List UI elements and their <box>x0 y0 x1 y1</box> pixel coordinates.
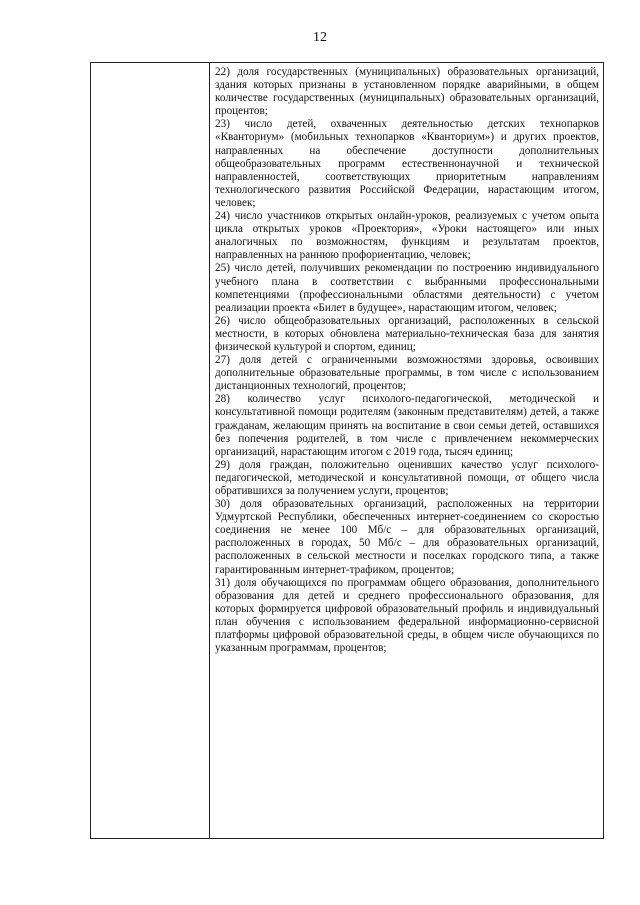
list-item: 22) доля государственных (муниципальных) образовательных организаций, здания которых признаны в установленном порядке аварийными, в общем количестве государственных (муниципальных) образовательных организаций, процентов; <box>215 66 599 118</box>
list-item: 26) число общеобразовательных организаций, расположенных в сельской местности, в которых обновлена материально-техническая база для занятия физической культурой и спортом, единиц; <box>215 314 599 353</box>
page-number: 12 <box>313 30 327 45</box>
list-item: 29) доля граждан, положительно оценивших качество услуг психолого-педагогической, методической и консультативной помощи, от общего числа обратившихся за получением услуги, процентов; <box>215 458 599 497</box>
list-item: 28) количество услуг психолого-педагогической, методической и консультативной помощи родителям (законным представителям) детей, а также гражданам, желающим принять на воспитание в свои семьи детей, оставшихся без попечения родителей, в том числе с привлечением некоммерческих организаций, нарастающим итогом с 2019 года, тысяч единиц; <box>215 393 599 458</box>
list-item: 24) число участников открытых онлайн-уроков, реализуемых с учетом опыта цикла открытых уроков «Проектория», «Уроки настоящего» или иных аналогичных по возможностям, функциям и результатам проектов, направленных на раннюю профориентацию, человек; <box>215 210 599 262</box>
list-item: 25) число детей, получивших рекомендации по построению индивидуального учебного плана в соответствии с выбранными профессиональными компетенциями (профессиональными областями деятельности) с учетом реализации проекта «Билет в будущее», нарастающим итогом, человек; <box>215 262 599 314</box>
list-item: 23) число детей, охваченных деятельностью детских технопарков «Кванториум» (мобильных технопарков «Кванториум») и других проектов, направленных на обеспечение доступности дополнительных общеобразовательных программ естественнонаучной и технической направленностей, соответствующих приоритетным направлениям технологического развития Российской Федерации, нарастающим итогом, человек; <box>215 118 599 209</box>
table-left-column <box>91 63 210 838</box>
table-right-column <box>210 63 603 838</box>
document-table <box>90 62 604 839</box>
list-item: 31) доля обучающихся по программам общего образования, дополнительного образования для детей и среднего профессионального образования, для которых формируется цифровой образовательный профиль и индивидуальный план обучения с использованием федеральной информационно-сервисной платформы цифровой образовательной среды, в общем числе обучающихся по указанным программам, процентов; <box>215 576 599 655</box>
list-item: 30) доля образовательных организаций, расположенных на территории Удмуртской Республики, обеспеченных интернет-соединением со скоростью соединения не менее 100 Мб/с – для образовательных организаций, расположенных в городах, 50 Мб/с – для образовательных организаций, расположенных в сельской местности и поселках городского типа, а также гарантированным интернет-трафиком, процентов; <box>215 498 599 576</box>
list-item: 27) доля детей с ограниченными возможностями здоровья, освоивших дополнительные образовательные программы, в том числе с использованием дистанционных технологий, процентов; <box>215 354 599 393</box>
